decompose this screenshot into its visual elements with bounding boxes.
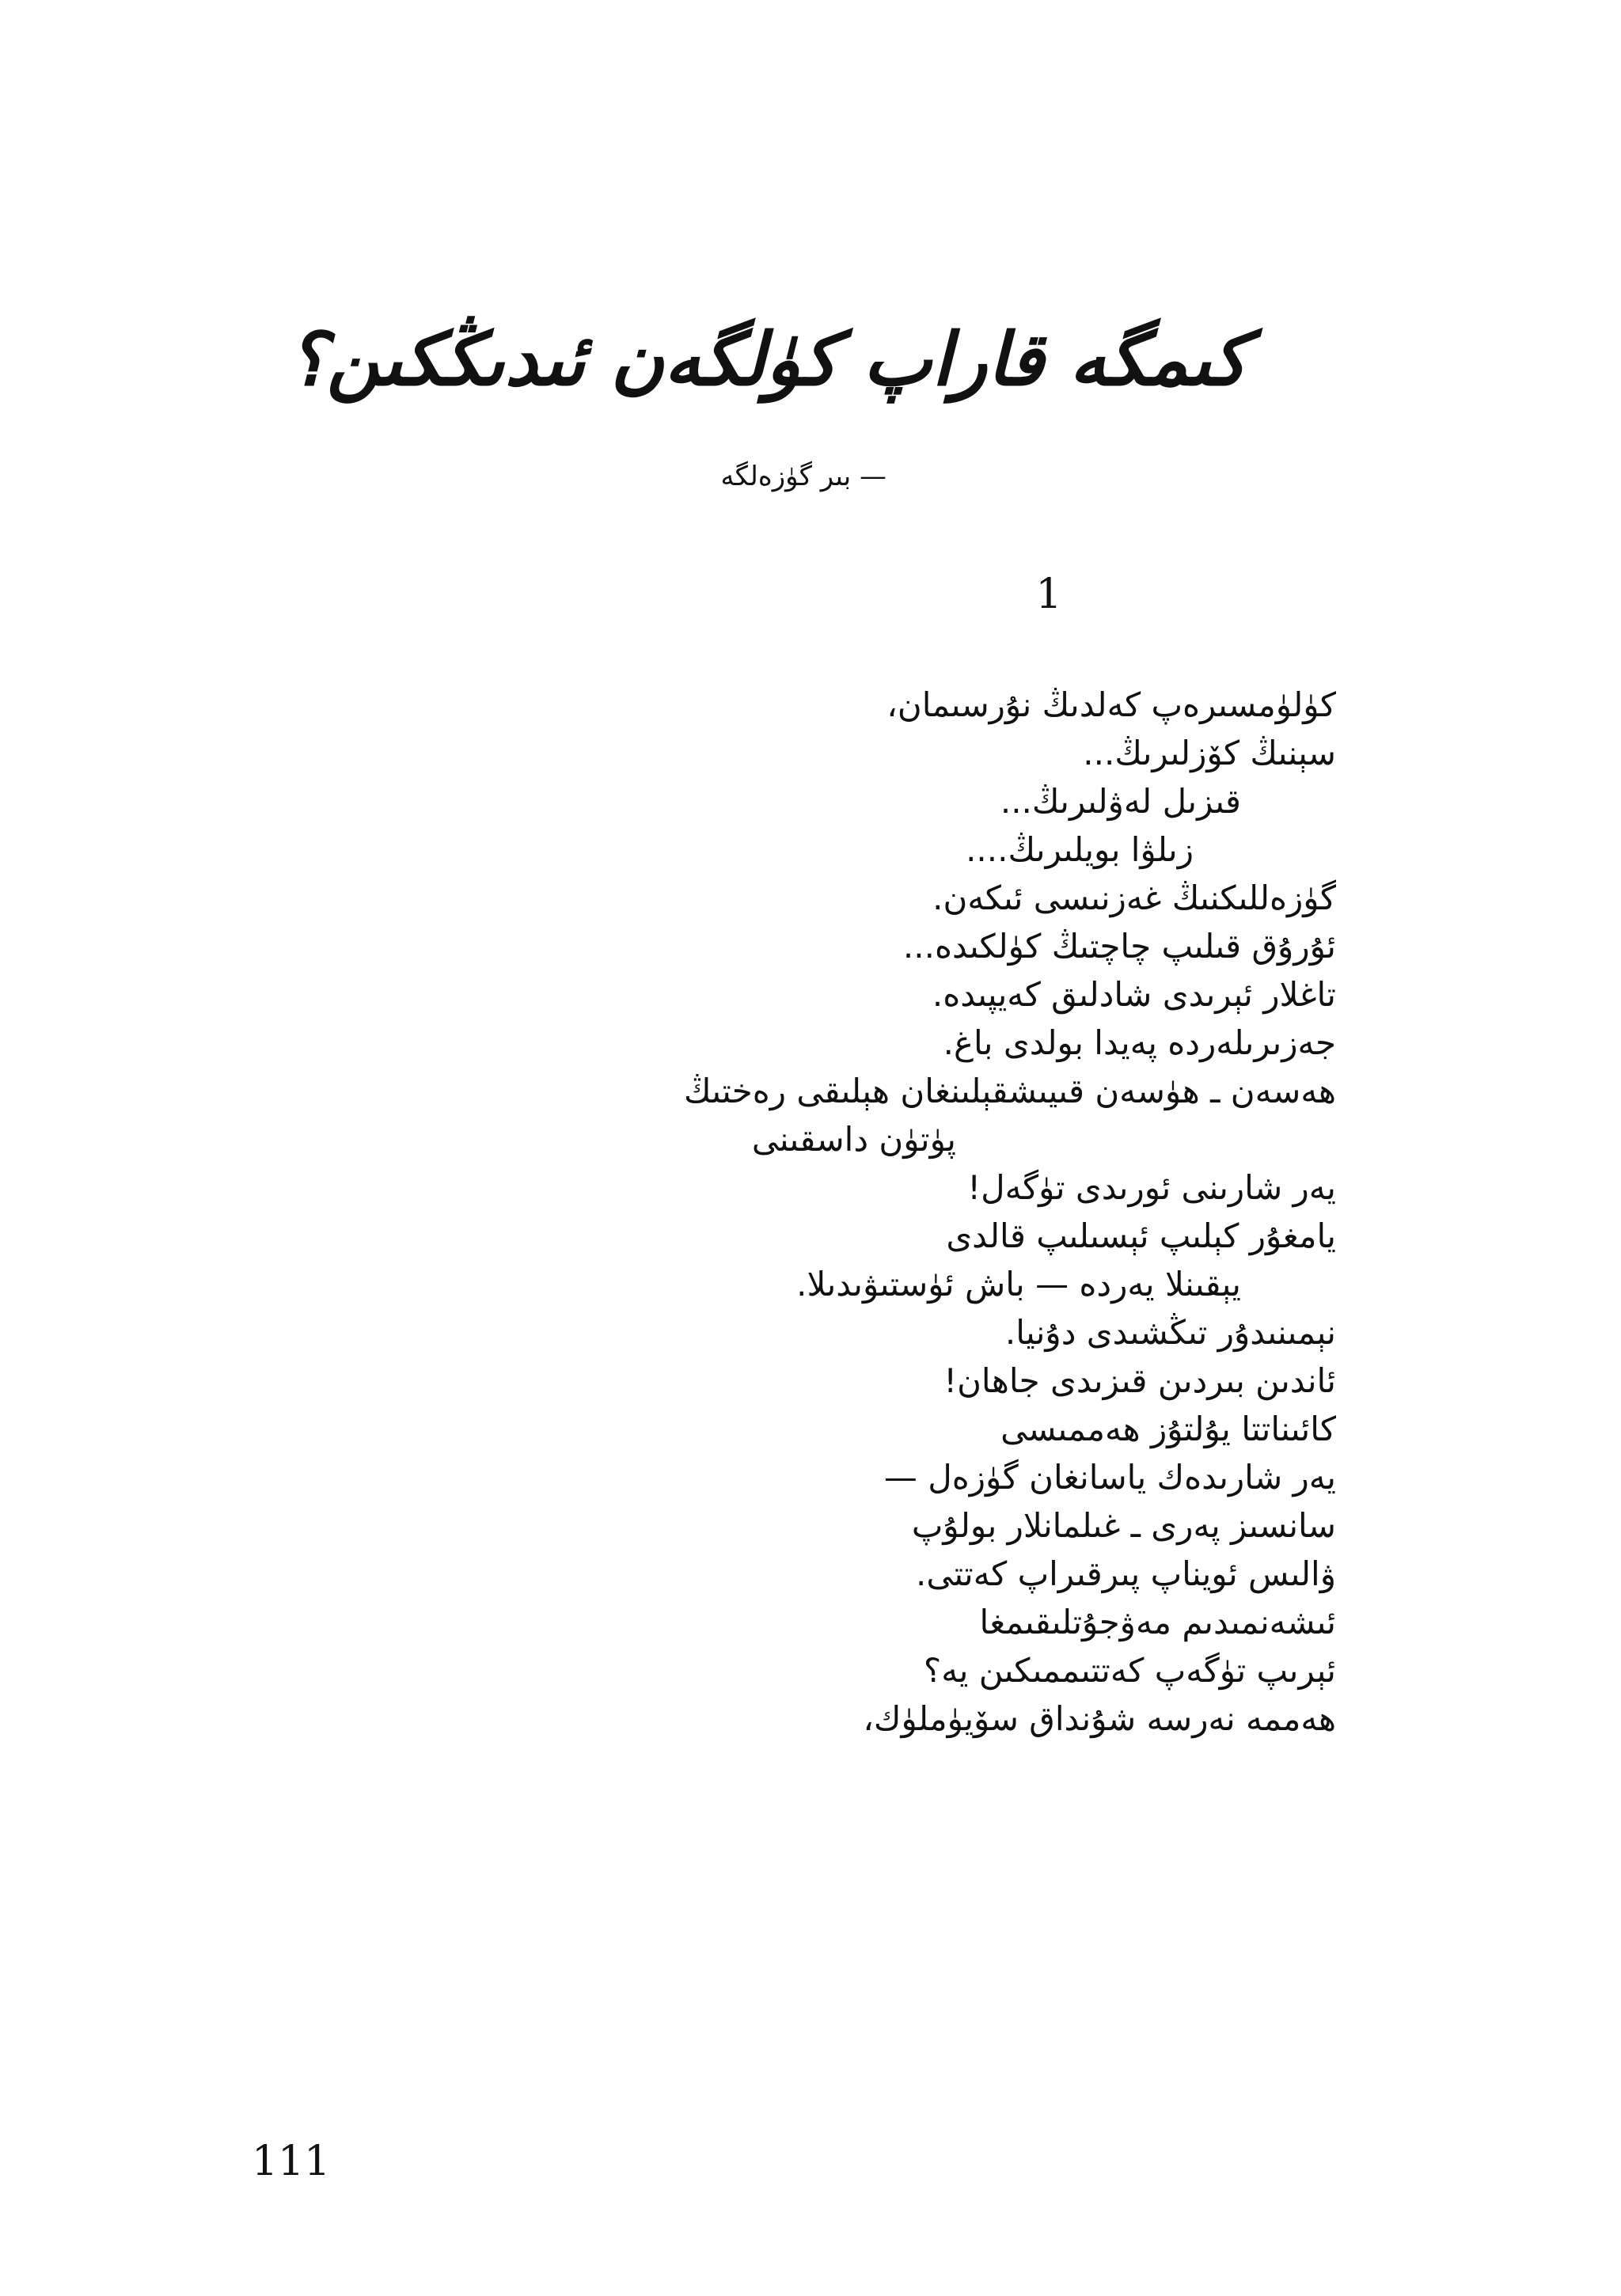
poem-line: ئۇرۇق قىلىپ چاچتىڭ كۈلكىدە... — [902, 927, 1336, 966]
poem-line: نېمىنىدۇر تىڭشىدى دۇنيا. — [1004, 1313, 1336, 1352]
poem-line: ئاندىن بىردىن قىزىدى جاھان! — [943, 1361, 1336, 1400]
poem-line: ئېرىپ تۈگەپ كەتتىممىكىن يە؟ — [923, 1651, 1336, 1690]
poem-line: پۈتۈن داسقىنى — [751, 1120, 956, 1159]
poem-body — [228, 681, 1336, 1743]
poem-line: سېنىڭ كۆزلىرىڭ... — [1083, 734, 1336, 772]
poem-line: قىزىل لەۋلىرىڭ... — [1000, 782, 1241, 821]
section-number: 1 — [1035, 571, 1062, 618]
poem-line: تاغلار ئېرىدى شادلىق كەيپىدە. — [932, 975, 1336, 1014]
poem-line: يامغۇر كېلىپ ئېسىلىپ قالدى — [946, 1216, 1336, 1255]
poem-line: كائىناتتا يۇلتۇز ھەممىسى — [1000, 1410, 1336, 1448]
poem-line: ئىشەنمىدىم مەۋجۇتلىقىمغا — [979, 1603, 1336, 1641]
poem-line: يەر شارىنى ئورىدى تۈگەل! — [967, 1168, 1336, 1207]
poem-line: ھەسەن ـ ھۈسەن قىيىشقېلىنغان ھېلىقى رەختىڭ — [684, 1072, 1336, 1110]
poem-line: يەر شارىدەك ياسانغان گۈزەل — — [883, 1458, 1336, 1497]
poem-line: ۋالىس ئويناپ پىرقىراپ كەتتى. — [915, 1554, 1336, 1593]
poem-line: زىلۋا بويلىرىڭ.... — [966, 830, 1194, 869]
page-number: 111 — [252, 2138, 331, 2185]
poem-line: ھەممە نەرسە شۇنداق سۆيۈملۈك، — [863, 1699, 1336, 1738]
poem-line: يېقىنلا يەردە — باش ئۈستىۋىدىلا. — [796, 1265, 1241, 1304]
poem-title: كىمگە قاراپ كۈلگەن ئىدىڭكىن؟ — [287, 317, 1248, 402]
poem-line: گۈزەللىكنىڭ غەزنىسى ئىكەن. — [932, 879, 1336, 917]
poem-line: سانسىز پەرى ـ غىلمانلار بولۇپ — [911, 1506, 1336, 1545]
poem-line: كۈلۈمسىرەپ كەلدىڭ نۇرسىمان، — [886, 685, 1336, 724]
poem-line: جەزىرىلەردە پەيدا بولدى باغ. — [943, 1023, 1336, 1062]
dedication-line: — بىر گۈزەلگە — [720, 461, 886, 492]
